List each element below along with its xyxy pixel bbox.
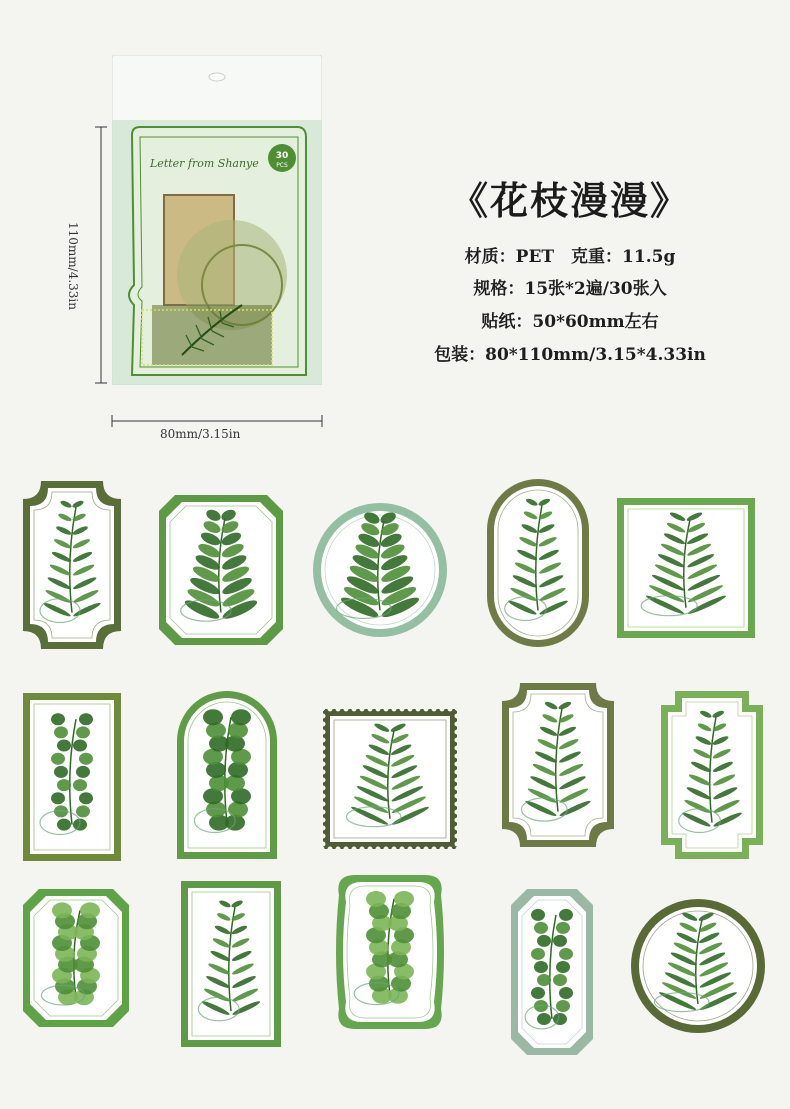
sticker-1 xyxy=(22,480,122,650)
sticker-14 xyxy=(510,888,594,1056)
product-title: 《花枝漫漫》 xyxy=(449,178,690,223)
sticker-3 xyxy=(312,498,448,642)
sticker-2 xyxy=(158,494,284,646)
width-label: 80mm/3.15in xyxy=(160,427,241,441)
sticker-15 xyxy=(630,898,766,1034)
sticker-12 xyxy=(180,880,282,1048)
badge-unit: PCS xyxy=(276,162,288,169)
spec-package-size: 包装：80*110mm/3.15*4.33in xyxy=(434,345,706,365)
sticker-9 xyxy=(501,682,615,848)
spec-sticker-size: 贴纸：50*60mm左右 xyxy=(481,312,659,332)
sticker-7 xyxy=(176,690,278,860)
sticker-6 xyxy=(22,692,122,862)
sticker-11 xyxy=(22,888,130,1028)
sticker-13 xyxy=(334,874,446,1030)
package-script-title: Letter from Shanye xyxy=(150,157,259,170)
badge-count: 30 xyxy=(275,151,289,161)
spec-material: 材质：PET 克重：11.5g xyxy=(464,247,676,267)
dimension-lines xyxy=(95,125,335,435)
sticker-4 xyxy=(486,478,590,648)
sticker-5 xyxy=(616,497,756,639)
spec-quantity: 规格：15张*2遍/30张入 xyxy=(473,279,667,299)
sticker-8 xyxy=(322,708,458,850)
sticker-10 xyxy=(660,690,764,860)
height-label: 110mm/4.33in xyxy=(66,222,80,310)
